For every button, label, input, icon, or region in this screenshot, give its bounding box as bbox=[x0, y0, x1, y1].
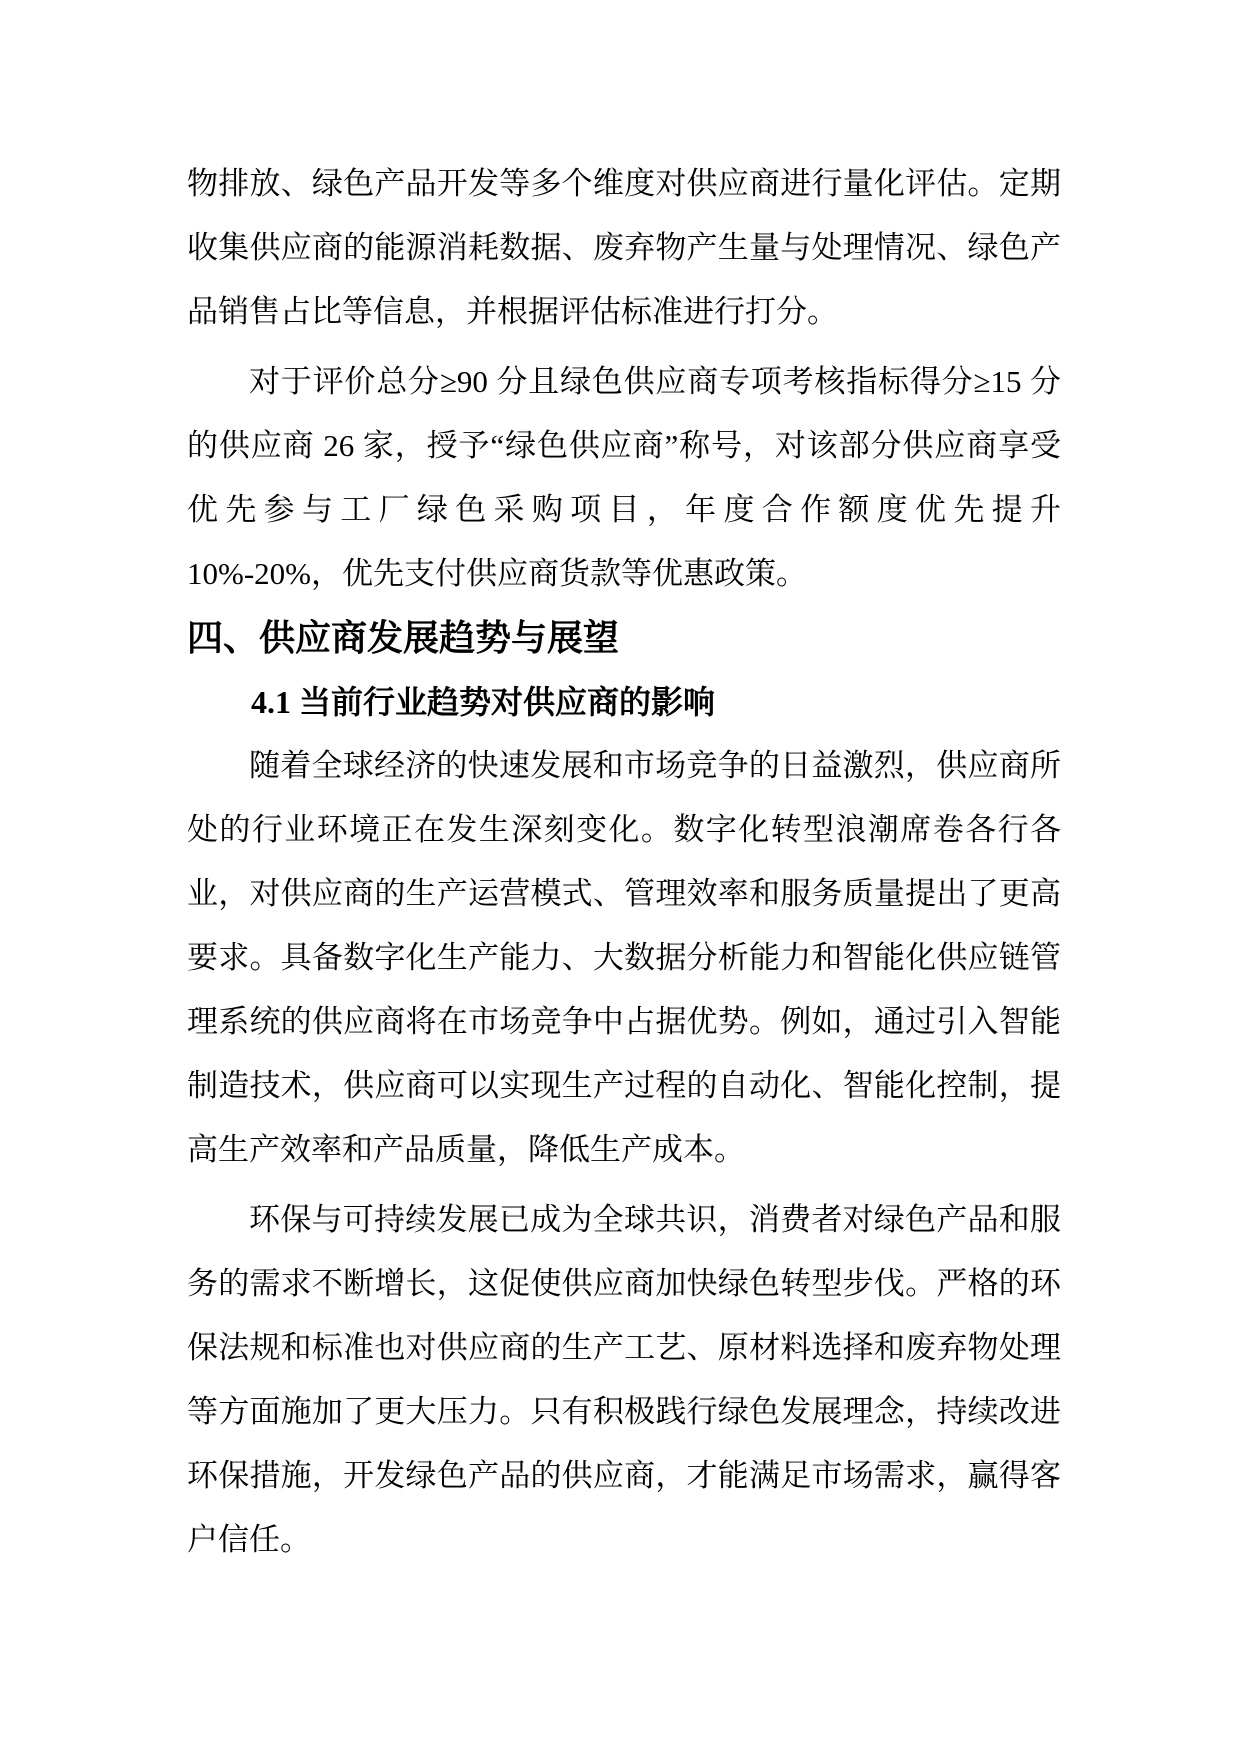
paragraph-quantified-evaluation: 物排放、绿色产品开发等多个维度对供应商进行量化评估。定期收集供应商的能源消耗数据、废弃物产生量与处理情况、绿色产品销售占比等信息，并根据评估标准进行打分。 bbox=[187, 166, 1061, 329]
section-heading: 四、供应商发展趋势与展望 bbox=[187, 618, 620, 658]
paragraph-green-transition: 环保与可持续发展已成为全球共识，消费者对绿色产品和服务的需求不断增长，这促使供应商加快绿色转型步伐。严格的环保法规和标准也对供应商的生产工艺、原材料选择和废弃物处理等方面施加了更大压力。只有积极践行绿色发展理念，持续改进环保措施，开发绿色产品的供应商，才能满足市场需求，赢得客户信任。 bbox=[187, 1202, 1061, 1557]
paragraph-green-supplier-award: 对于评价总分≥90 分且绿色供应商专项考核指标得分≥15 分的供应商 26 家，授予“绿色供应商”称号，对该部分供应商享受优先参与工厂绿色采购项目，年度合作额度优先提升 10%-20%，优先支付供应商货款等优惠政策。 bbox=[187, 364, 1061, 591]
subsection-heading: 4.1 当前行业趋势对供应商的影响 bbox=[251, 684, 716, 720]
paragraph-industry-trends: 随着全球经济的快速发展和市场竞争的日益激烈，供应商所处的行业环境正在发生深刻变化。数字化转型浪潮席卷各行各业，对供应商的生产运营模式、管理效率和服务质量提出了更高要求。具备数字化生产能力、大数据分析能力和智能化供应链管理系统的供应商将在市场竞争中占据优势。例如，通过引入智能制造技术，供应商可以实现生产过程的自动化、智能化控制，提高生产效率和产品质量，降低生产成本。 bbox=[187, 748, 1061, 1167]
